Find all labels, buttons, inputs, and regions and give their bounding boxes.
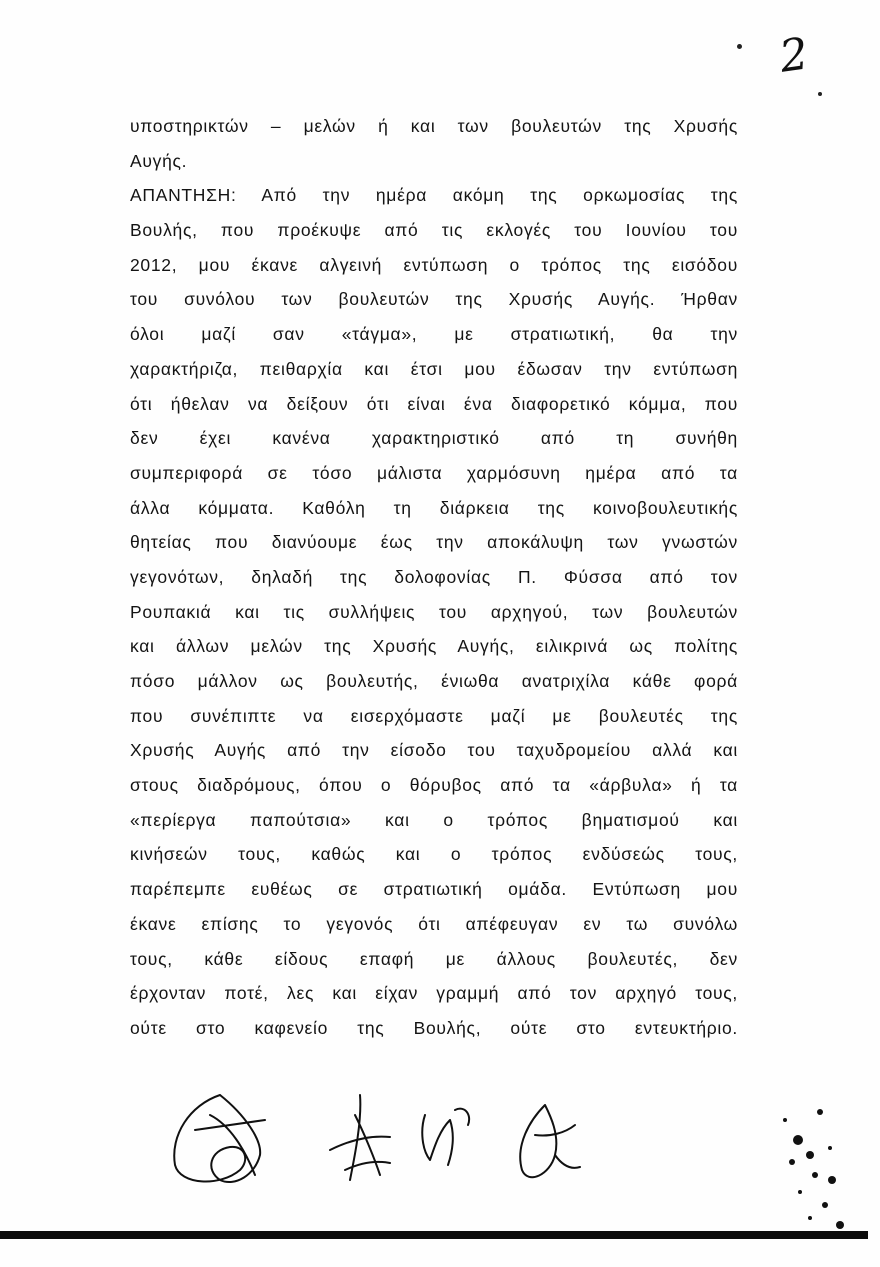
bottom-rule <box>0 1231 868 1239</box>
signature-4 <box>520 1105 580 1177</box>
body-paragraph <box>130 109 738 1046</box>
text-line: Ρουπακιά και τις συλλήψεις του αρχηγού, των βουλευτών <box>130 601 738 622</box>
text-line: υποστηρικτών – μελών ή και των βουλευτών της Χρυσής <box>130 116 738 136</box>
text-line: ότι ήθελαν να δείξουν ότι είναι ένα διαφορετικό κόμμα, που <box>130 393 738 414</box>
text-line: πόσο μάλλον ως βουλευτής, ένιωθα ανατριχίλα κάθε φορά <box>130 671 738 691</box>
text-line: δεν έχει κανένα χαρακτηριστικό από τη συνήθη <box>130 428 738 449</box>
text-line: ΑΠΑΝΤΗΣΗ: Από την ημέρα ακόμη της ορκωμοσίας της <box>130 185 738 206</box>
text-line: Χρυσής Αυγής από την είσοδο του ταχυδρομείου αλλά και <box>130 740 738 761</box>
text-line: θητείας που διανύουμε έως την αποκάλυψη των γνωστών <box>130 532 738 553</box>
text-line: παρέπεμπε ευθέως σε στρατιωτική ομάδα. Εντύπωση μου <box>130 879 738 900</box>
ink-speck <box>818 92 822 96</box>
text-line: γεγονότων, δηλαδή της δολοφονίας Π. Φύσσα από τον <box>130 566 738 587</box>
text-line: που συνέπιπτε να εισερχόμαστε μαζί με βουλευτές της <box>130 705 738 726</box>
text-line: τους, κάθε είδους επαφή με άλλους βουλευτές, δεν <box>130 948 738 969</box>
text-line: «περίεργα παπούτσια» και ο τρόπος βηματισμού και <box>130 809 738 830</box>
text-line: ούτε στο καφενείο της Βουλής, ούτε στο εντευκτήριο. <box>130 1017 738 1038</box>
text-line: όλοι μαζί σαν «τάγμα», με στρατιωτική, θα την <box>130 324 738 345</box>
signature-2 <box>330 1095 390 1180</box>
text-line: συμπεριφορά σε τόσο μάλιστα χαρμόσυνη ημέρα από τα <box>130 462 738 483</box>
text-line: του συνόλου των βουλευτών της Χρυσής Αυγής. Ήρθαν <box>130 289 738 310</box>
ink-marks <box>770 1100 870 1240</box>
text-line: 2012, μου έκανε αλγεινή εντύπωση ο τρόπος της εισόδου <box>130 254 738 275</box>
text-line: στους διαδρόμους, όπου ο θόρυβος από τα «άρβυλα» ή τα <box>130 775 738 796</box>
signature-3 <box>422 1109 469 1165</box>
text-line: κινήσεών τους, καθώς και ο τρόπος ενδύσεώς τους, <box>130 844 738 865</box>
text-line: χαρακτήριζα, πειθαρχία και έτσι μου έδωσαν την εντύπωση <box>130 358 738 379</box>
text-line: έρχονταν ποτέ, λες και είχαν γραμμή από τον αρχηγό τους, <box>130 983 738 1004</box>
signature-1 <box>174 1095 265 1182</box>
text-line: και άλλων μελών της Χρυσής Αυγής, ειλικρινά ως πολίτης <box>130 636 738 657</box>
text-line: Αυγής. <box>130 150 188 171</box>
text-line: Βουλής, που προέκυψε από τις εκλογές του Ιουνίου του <box>130 220 738 241</box>
handwritten-signatures <box>150 1075 610 1195</box>
text-line: άλλα κόμματα. Καθόλη τη διάρκεια της κοινοβουλευτικής <box>130 497 738 518</box>
page-number: 2 <box>776 28 813 83</box>
text-line: έκανε επίσης το γεγονός ότι απέφευγαν εν τω συνόλω <box>130 913 738 934</box>
ink-speck <box>737 44 742 49</box>
